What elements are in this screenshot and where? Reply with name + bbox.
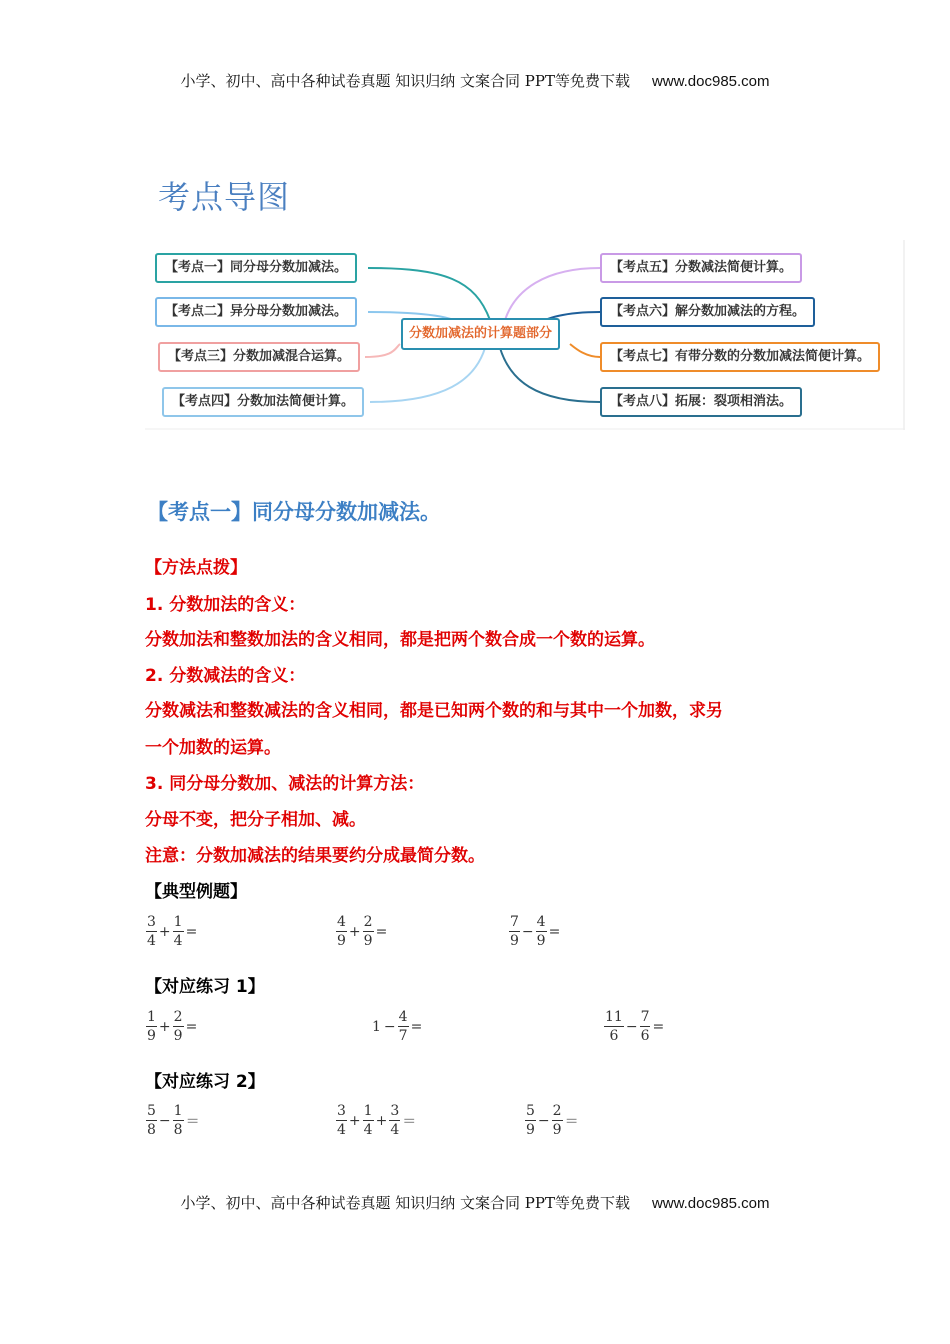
method-line-8: 注意：分数加减法的结果要约分成最简分数。 xyxy=(145,846,485,866)
practice-1-expression-1: $\frac{1}{9}$ + $\frac{2}{9}$ = xyxy=(147,1009,198,1044)
mind-map-node-1: 【考点一】同分母分数加减法。 xyxy=(155,253,357,283)
mind-map-node-3: 【考点三】分数加减混合运算。 xyxy=(158,342,360,372)
method-heading: 【方法点拨】 xyxy=(145,558,247,578)
method-line-5: 一个加数的运算。 xyxy=(145,738,281,758)
example-expression-1: $\frac{3}{4}$ + $\frac{1}{4}$ = xyxy=(147,914,198,949)
practice-2-expression-1: $\frac{5}{8}$ − $\frac{1}{8}$ ＝ xyxy=(147,1103,200,1138)
example-expression-3: $\frac{7}{9}$ − $\frac{4}{9}$ = xyxy=(510,914,561,949)
mind-map-node-7: 【考点七】有带分数的分数加减法简便计算。 xyxy=(600,342,880,372)
practice-1-expression-2: 1 − $\frac{4}{7}$ = xyxy=(372,1009,423,1044)
page-footer xyxy=(0,1192,950,1213)
mind-map-node-4: 【考点四】分数加法简便计算。 xyxy=(162,387,364,417)
connector-right-4 xyxy=(500,348,600,402)
mind-map xyxy=(145,240,905,430)
example-expression-2: $\frac{4}{9}$ + $\frac{2}{9}$ = xyxy=(337,914,388,949)
method-line-7: 分母不变，把分子相加、减。 xyxy=(145,810,366,830)
section-title: 【考点一】同分母分数加减法。 xyxy=(147,500,441,524)
mind-map-center-node: 分数加减法的计算题部分 xyxy=(401,318,560,350)
method-line-4: 分数减法和整数减法的含义相同，都是已知两个数的和与其中一个加数，求另 xyxy=(145,701,723,721)
practice-2-expression-3: $\frac{5}{9}$ − $\frac{2}{9}$ ＝ xyxy=(526,1103,579,1138)
mind-map-node-2: 【考点二】异分母分数加减法。 xyxy=(155,297,357,327)
connector-left-3 xyxy=(365,344,400,357)
practice-1-heading: 【对应练习 1】 xyxy=(145,977,265,997)
page-title: 考点导图 xyxy=(158,178,291,216)
practice-1-expression-3: $\frac{11}{6}$ − $\frac{7}{6}$ = xyxy=(605,1009,665,1044)
footer-text: 小学、初中、高中各种试卷真题 知识归纳 文案合同 PPT等免费下载 xyxy=(180,1194,630,1212)
method-line-6: 3. 同分母分数加、减法的计算方法： xyxy=(145,774,425,794)
connector-right-3 xyxy=(570,344,600,357)
connector-left-4 xyxy=(370,348,485,402)
mind-map-node-5: 【考点五】分数减法简便计算。 xyxy=(600,253,802,283)
page-header xyxy=(0,70,950,91)
practice-2-expression-2: $\frac{3}{4}$ + $\frac{1}{4}$ + $\frac{3}{4}$ ＝ xyxy=(337,1103,417,1138)
mind-map-node-6: 【考点六】解分数加减法的方程。 xyxy=(600,297,815,327)
method-line-3: 2. 分数减法的含义： xyxy=(145,666,306,686)
method-line-2: 分数加法和整数加法的含义相同，都是把两个数合成一个数的运算。 xyxy=(145,630,655,650)
method-line-1: 1. 分数加法的含义： xyxy=(145,595,306,615)
example-heading: 【典型例题】 xyxy=(145,882,247,902)
header-text: 小学、初中、高中各种试卷真题 知识归纳 文案合同 PPT等免费下载 xyxy=(180,72,630,90)
practice-2-heading: 【对应练习 2】 xyxy=(145,1072,265,1092)
mind-map-node-8: 【考点八】拓展：裂项相消法。 xyxy=(600,387,802,417)
footer-url[interactable]: www.doc985.com xyxy=(651,1195,770,1212)
header-url[interactable]: www.doc985.com xyxy=(651,73,770,90)
